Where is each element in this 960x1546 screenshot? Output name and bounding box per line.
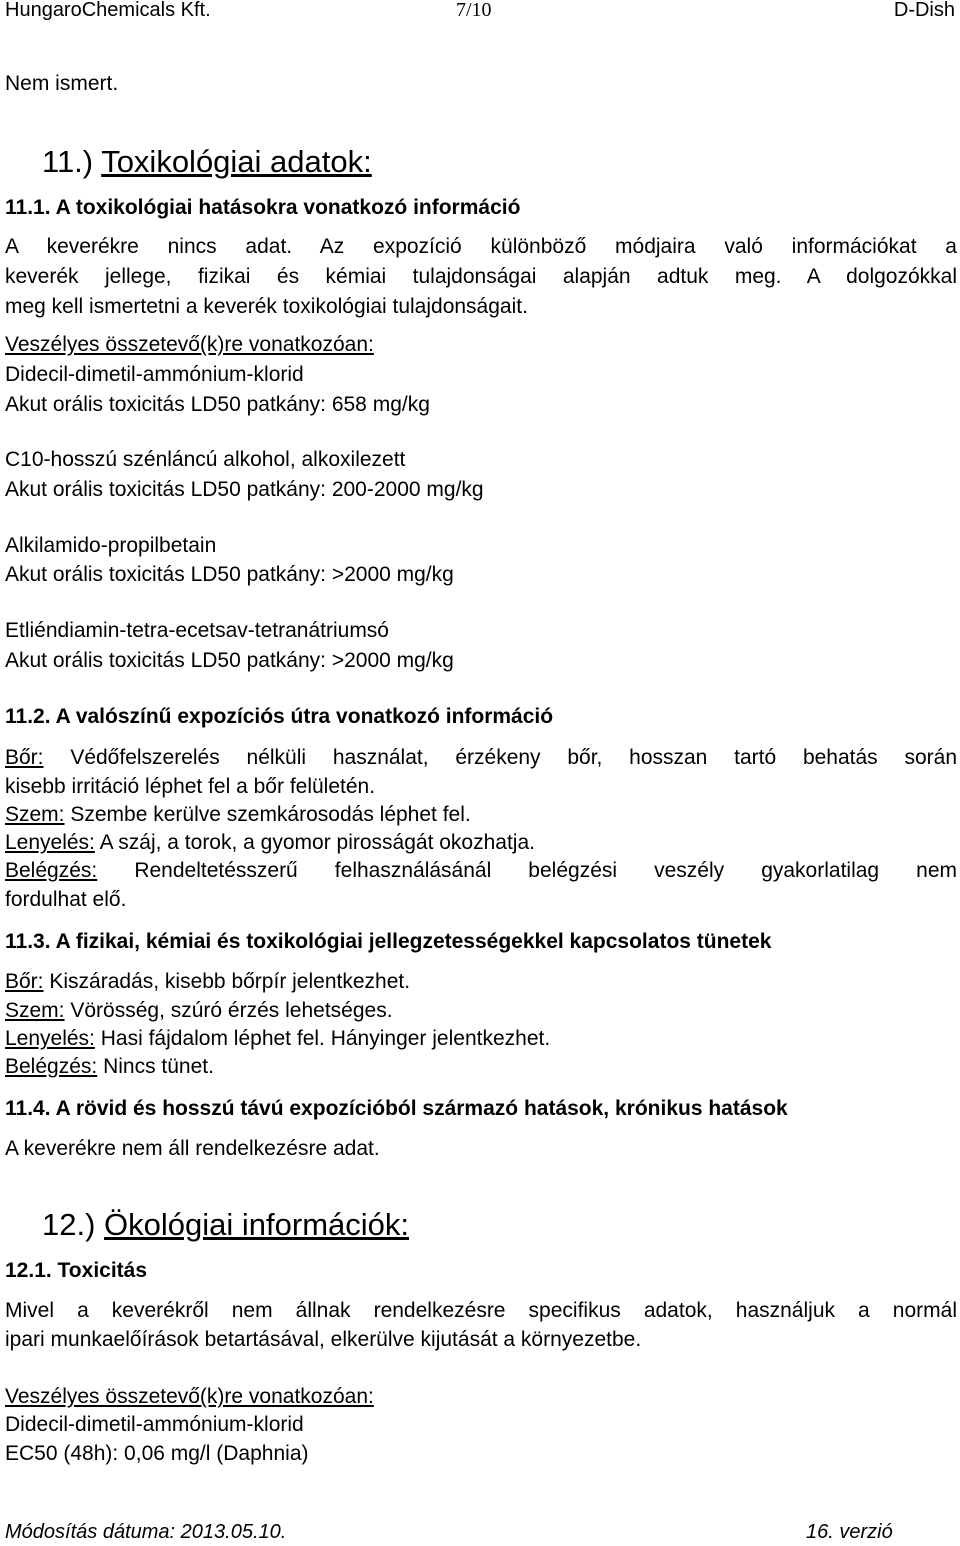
intro-line-2: keverék jellege, fizikai és kémiai tulajdonságai alapján adtuk meg. A dolgozókkal [5, 265, 957, 288]
inhalation-exposure-line-2: fordulhat elő. [5, 888, 127, 911]
intro-line-1: A keverékre nincs adat. Az expozíció különböző módjaira való információkat a [5, 235, 957, 258]
eye-symptom: Szem: Vörösség, szúró érzés lehetséges. [5, 999, 393, 1022]
header-product: D-Dish [893, 0, 955, 21]
inhalation-symptom: Belégzés: Nincs tünet. [5, 1055, 214, 1078]
footer-revision-date: Módosítás dátuma: 2013.05.10. [5, 1521, 287, 1543]
chronic-effects-text: A keverékre nem áll rendelkezésre adat. [5, 1137, 380, 1160]
header-company: HungaroChemicals Kft. [5, 0, 211, 21]
inhalation-label: Belégzés: [5, 859, 98, 882]
subsection-11-3-title: 11.3. A fizikai, kémiai és toxikológiai jellegzetességekkel kapcsolatos tünetek [5, 930, 772, 953]
ecotox-intro-line-2: ipari munkaelőírások betartásával, elkerülve kijutását a környezetbe. [5, 1328, 642, 1351]
inhalation-label: Belégzés: [5, 1055, 98, 1078]
subsection-11-1-title: 11.1. A toxikológiai hatásokra vonatkozó információ [5, 196, 521, 219]
skin-exposure-line-2: kisebb irritáció léphet fel a bőr felületén. [5, 775, 376, 798]
component-toxicity: Akut orális toxicitás LD50 patkány: 658 mg/kg [5, 393, 430, 416]
ingestion-label: Lenyelés: [5, 1027, 95, 1050]
intro-line-3: meg kell ismertetni a keverék toxikológiai tulajdonságait. [5, 295, 528, 318]
component-name: Didecil-dimetil-ammónium-klorid [5, 363, 304, 386]
subsection-11-2-title: 11.2. A valószínű expozíciós útra vonatkozó információ [5, 705, 554, 728]
skin-exposure-line-1: Bőr: Védőfelszerelés nélküli használat, érzékeny bőr, hosszan tartó behatás során [5, 746, 957, 769]
section11-number: 11.) [42, 144, 94, 179]
component-name: C10-hosszú szénláncú alkohol, alkoxilezett [5, 448, 406, 471]
section11-heading [42, 142, 372, 182]
ecotox-intro-line-1: Mivel a keverékről nem állnak rendelkezésre specifikus adatok, használjuk a normál [5, 1299, 957, 1322]
component-name: Etliéndiamin-tetra-ecetsav-tetranátriumsó [5, 619, 389, 642]
ingestion-symptom: Lenyelés: Hasi fájdalom léphet fel. Hányinger jelentkezhet. [5, 1027, 551, 1050]
eye-exposure: Szem: Szembe kerülve szemkárosodás léphet fel. [5, 803, 471, 826]
section10-tail: Nem ismert. [5, 72, 119, 95]
subsection-11-4-title: 11.4. A rövid és hosszú távú expozícióból származó hatások, krónikus hatások [5, 1097, 788, 1120]
component-name: Didecil-dimetil-ammónium-klorid [5, 1413, 304, 1436]
section12-heading [42, 1205, 409, 1245]
ingestion-label: Lenyelés: [5, 831, 95, 854]
eye-label: Szem: [5, 803, 65, 826]
ec50-value: EC50 (48h): 0,06 mg/l (Daphnia) [5, 1442, 309, 1465]
section12-number: 12.) [42, 1207, 96, 1242]
component-toxicity: Akut orális toxicitás LD50 patkány: >2000 mg/kg [5, 563, 454, 586]
inhalation-exposure-line-1: Belégzés: Rendeltetésszerű felhasználásánál belégzési veszély gyakorlatilag nem [5, 859, 958, 882]
section11-title: Toxikológiai adatok: [101, 144, 372, 179]
dangerous-components-label: Veszélyes összetevő(k)re vonatkozóan: [5, 1385, 374, 1408]
component-name: Alkilamido-propilbetain [5, 534, 217, 557]
skin-symptom: Bőr: Kiszáradás, kisebb bőrpír jelentkezhet. [5, 970, 411, 993]
header-page-number: 7/10 [456, 0, 492, 21]
component-toxicity: Akut orális toxicitás LD50 patkány: 200-2000 mg/kg [5, 478, 484, 501]
skin-label: Bőr: [5, 746, 44, 769]
subsection-12-1-title: 12.1. Toxicitás [5, 1259, 148, 1282]
component-toxicity: Akut orális toxicitás LD50 patkány: >2000 mg/kg [5, 649, 454, 672]
skin-label: Bőr: [5, 970, 44, 993]
dangerous-components-label: Veszélyes összetevő(k)re vonatkozóan: [5, 333, 374, 356]
ingestion-exposure: Lenyelés: A száj, a torok, a gyomor pirosságát okozhatja. [5, 831, 535, 854]
eye-label: Szem: [5, 999, 65, 1022]
footer-version: 16. verzió [806, 1521, 893, 1543]
section12-title: Ökológiai információk: [104, 1207, 410, 1242]
